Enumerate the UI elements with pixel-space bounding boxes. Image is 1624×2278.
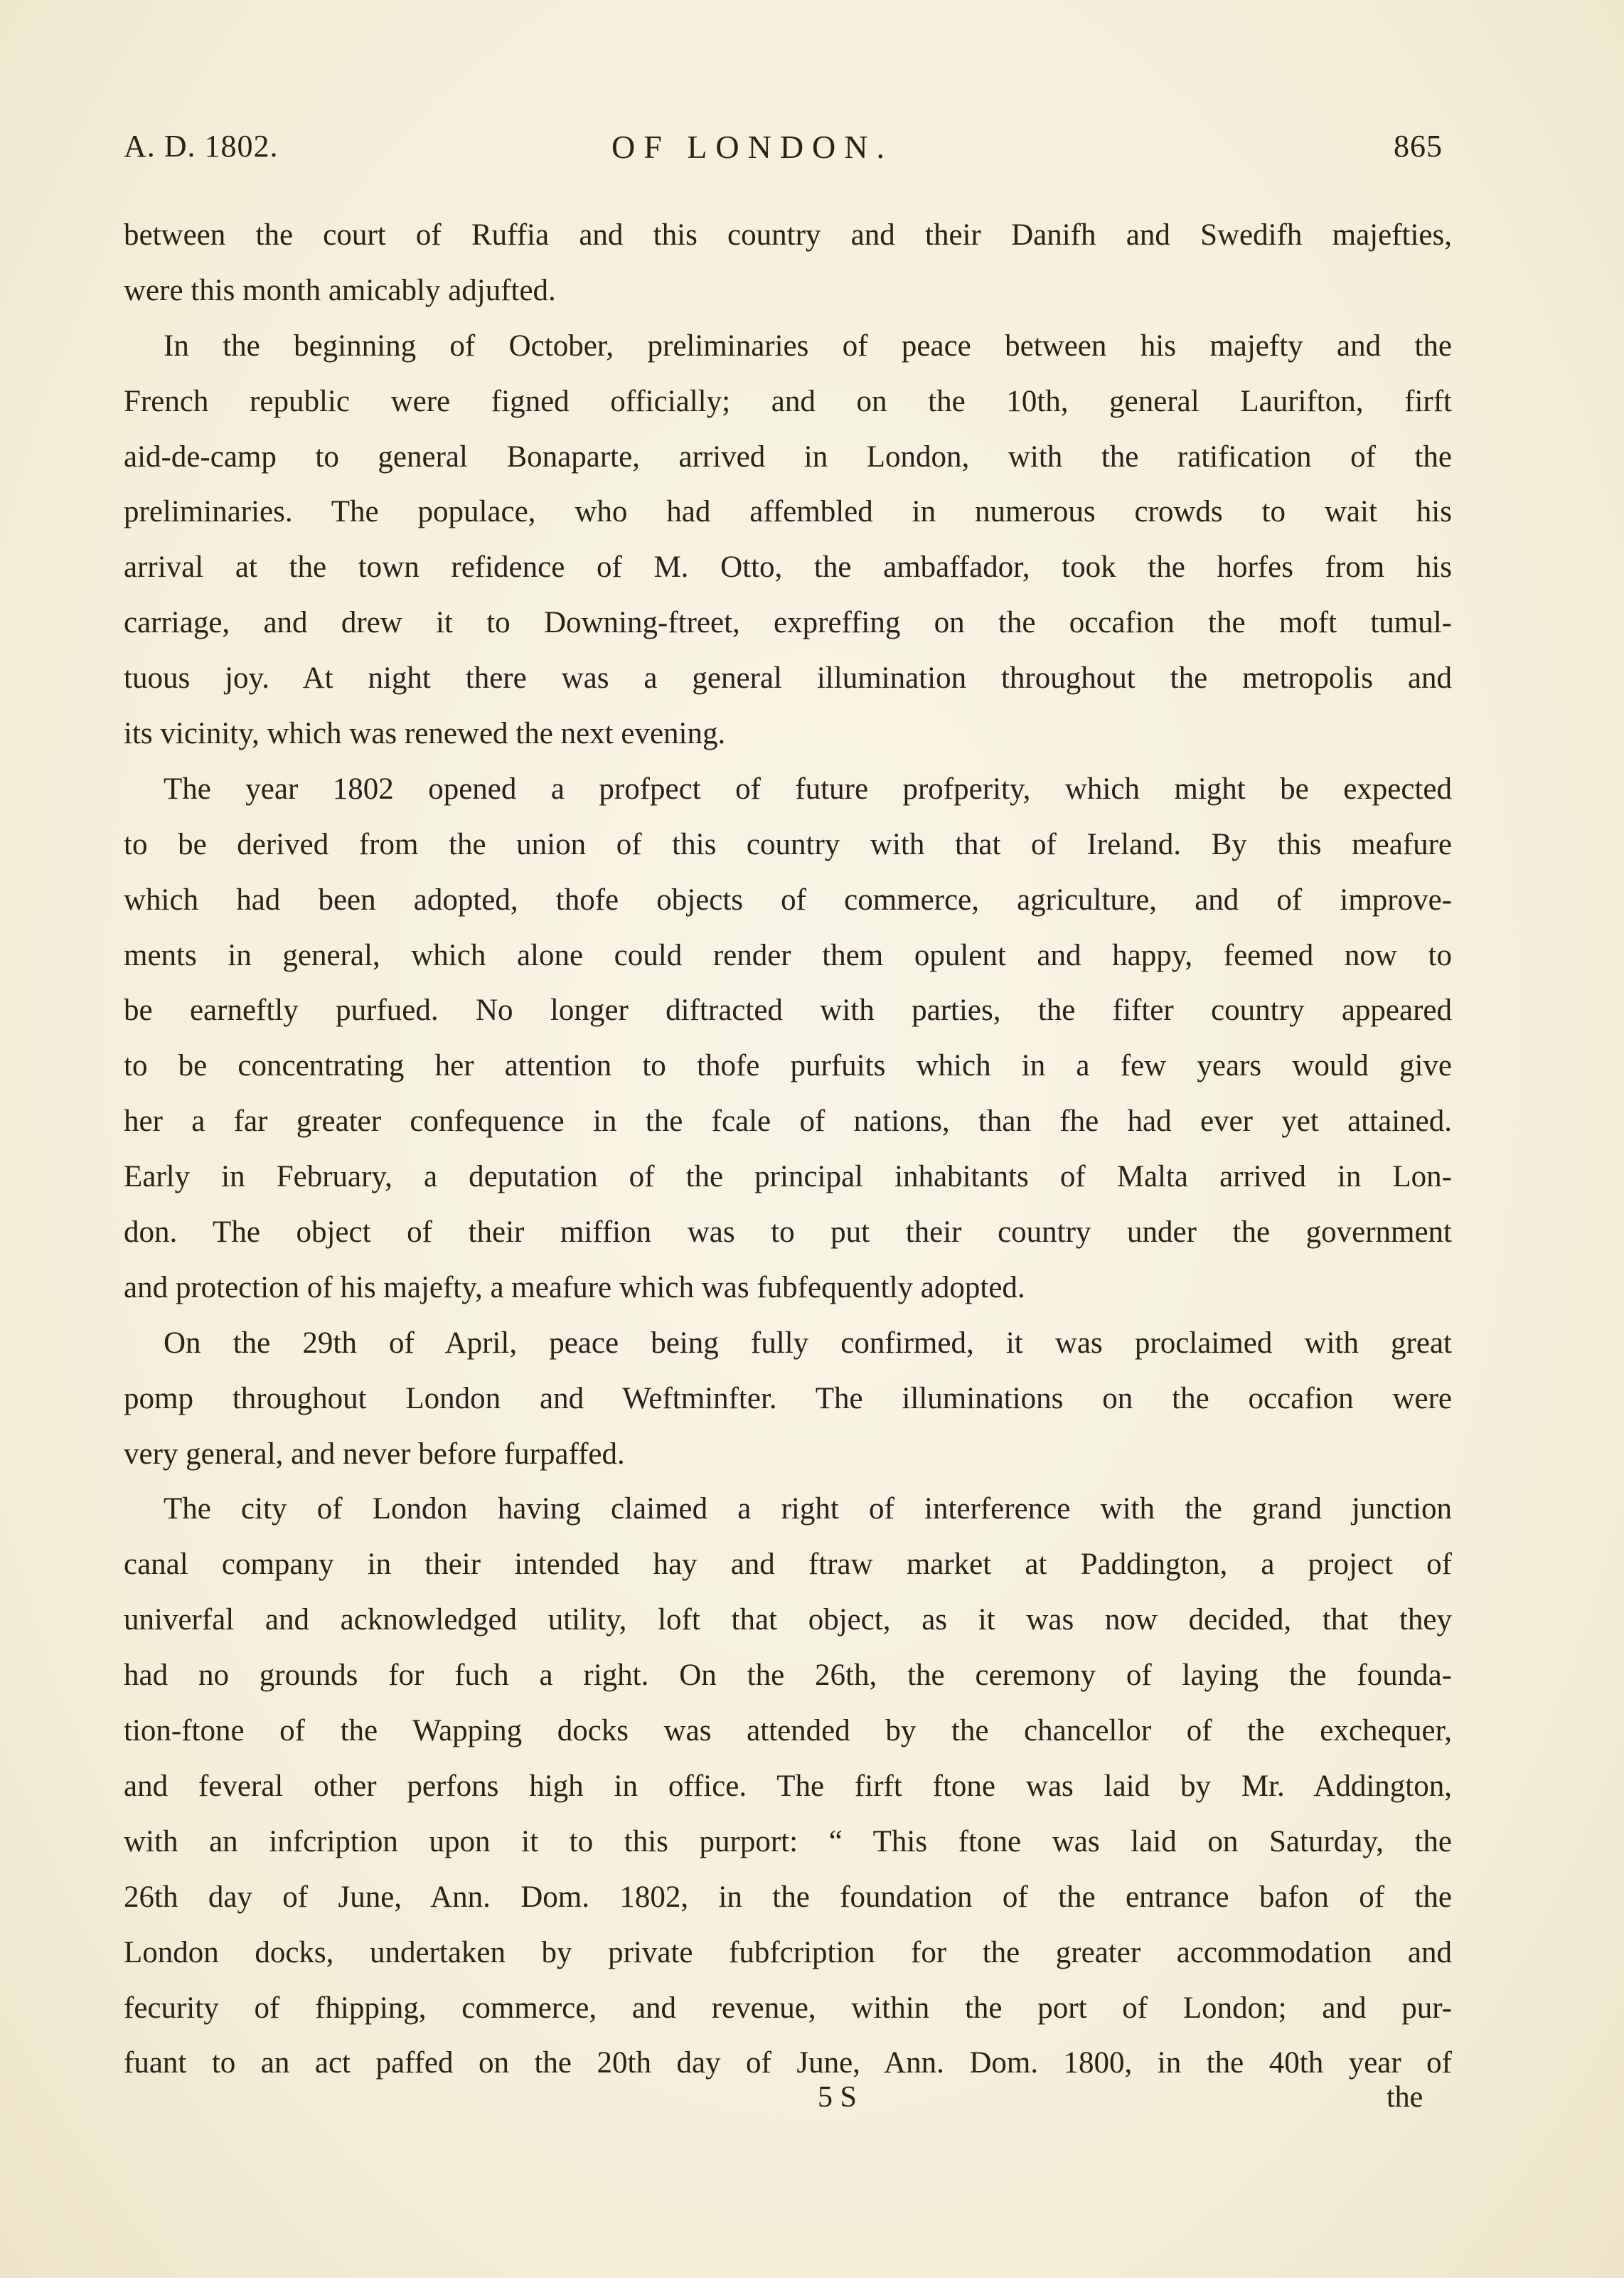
text-line: ments in general, which alone could render them opulent and happy, feemed now to [124, 938, 1452, 972]
text-line: very general, and never before furpaffed. [124, 1437, 625, 1471]
signature-mark: 5 S [818, 2081, 857, 2114]
text-line: On the 29th of April, peace being fully confirmed, it was proclaimed with great [164, 1326, 1452, 1360]
text-line: In the beginning of October, preliminaries of peace between his majefty and the [164, 329, 1452, 363]
text-line: The city of London having claimed a right of interference with the grand junction [164, 1492, 1452, 1526]
text-line: don. The object of their miffion was to put their country under the government [124, 1215, 1452, 1250]
text-line: preliminaries. The populace, who had affembled in numerous crowds to wait his [124, 495, 1452, 529]
paragraph [124, 319, 1452, 762]
paragraph [124, 762, 1452, 1316]
text-line: Early in February, a deputation of the principal inhabitants of Malta arrived in Lon- [124, 1160, 1452, 1194]
text-line: fecurity of fhipping, commerce, and revenue, within the port of London; and pur- [124, 1991, 1452, 2025]
text-line: fuant to an act paffed on the 20th day of June, Ann. Dom. 1800, in the 40th year of [124, 2046, 1452, 2080]
body-text [124, 208, 1452, 2091]
paragraph [124, 1316, 1452, 1482]
paragraph [124, 208, 1452, 319]
catchword: the [1387, 2081, 1423, 2114]
text-line: with an infcription upon it to this purport: “ This ftone was laid on Saturday, the [124, 1824, 1452, 1858]
page-number: 865 [1394, 129, 1443, 164]
text-line: carriage, and drew it to Downing-ftreet, expreffing on the occafion the moft tumul- [124, 606, 1452, 640]
paragraph [124, 1481, 1452, 2091]
text-line: 26th day of June, Ann. Dom. 1802, in the foundation of the entrance bafon of the [124, 1880, 1452, 1914]
text-line: The year 1802 opened a profpect of future profperity, which might be expected [164, 772, 1452, 806]
text-line: tion-ftone of the Wapping docks was attended by the chancellor of the exchequer, [124, 1714, 1452, 1748]
text-line: were this month amicably adjufted. [124, 273, 556, 307]
text-line: be earneftly purfued. No longer diftracted with parties, the fifter country appeared [124, 994, 1452, 1028]
text-line: canal company in their intended hay and ftraw market at Paddington, a project of [124, 1548, 1452, 1582]
text-line: which had been adopted, thofe objects of commerce, agriculture, and of improve- [124, 883, 1452, 917]
text-line: tuous joy. At night there was a general illumination throughout the metropolis and [124, 661, 1452, 696]
running-head-date: A. D. 1802. [124, 129, 279, 164]
text-line: and feveral other perfons high in office. The firft ftone was laid by Mr. Addington, [124, 1769, 1452, 1803]
text-line: aid-de-camp to general Bonaparte, arrived in London, with the ratification of the [124, 440, 1452, 474]
text-line: arrival at the town refidence of M. Otto, the ambaffador, took the horfes from his [124, 550, 1452, 585]
text-line: her a far greater confequence in the fcale of nations, than fhe had ever yet attained. [124, 1105, 1452, 1139]
text-line: pomp throughout London and Weftminfter. The illuminations on the occafion were [124, 1381, 1452, 1415]
text-line: had no grounds for fuch a right. On the 26th, the ceremony of laying the founda- [124, 1659, 1452, 1693]
running-head-title: OF LONDON. [611, 129, 893, 165]
text-line: and protection of his majefty, a meafure which was fubfequently adopted. [124, 1270, 1025, 1304]
text-line: its vicinity, which was renewed the next evening. [124, 717, 726, 751]
text-line: French republic were figned officially; and on the 10th, general Laurifton, firft [124, 384, 1452, 418]
text-line: to be derived from the union of this country with that of Ireland. By this meafure [124, 827, 1452, 861]
text-line: to be concentrating her attention to thofe purfuits which in a few years would give [124, 1049, 1452, 1083]
text-line: London docks, undertaken by private fubfcription for the greater accommodation and [124, 1935, 1452, 1969]
text-line: univerfal and acknowledged utility, loft that object, as it was now decided, that they [124, 1603, 1452, 1637]
text-line: between the court of Ruffia and this country and their Danifh and Swedifh majefties, [124, 218, 1452, 252]
